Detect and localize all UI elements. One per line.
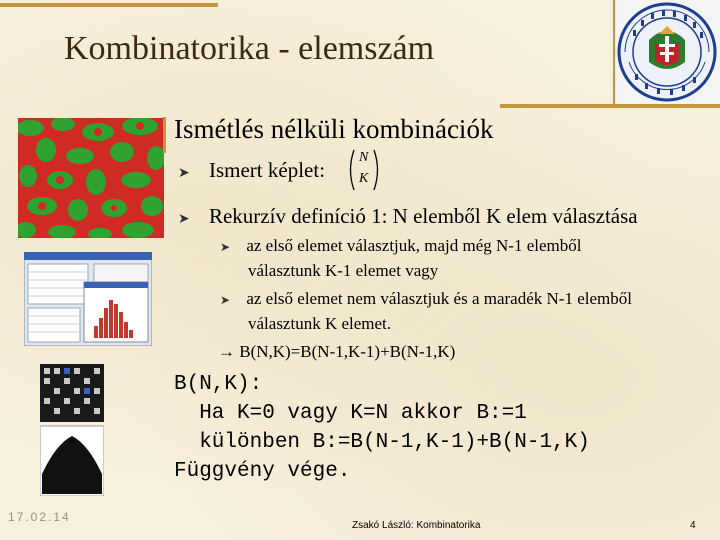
subtitle-accent-rule — [163, 117, 166, 153]
code-line: Ha K=0 vagy K=N akkor B:=1 — [174, 402, 527, 425]
bullet-text: Ismert képlet: — [208, 158, 326, 182]
binomial-top: N — [359, 150, 369, 165]
crest-seal-icon — [615, 0, 720, 104]
university-crest-logo — [613, 0, 720, 104]
slide-title: Kombinatorika - elemszám — [64, 30, 435, 67]
bullet-known-formula — [178, 158, 325, 183]
sub-bullet-line: választunk K-1 elemet vagy — [248, 261, 439, 280]
bullet-recursive-definition — [178, 204, 638, 229]
sub-bullet-choose-first — [220, 234, 581, 283]
grid-and-curve-image — [40, 364, 104, 496]
binomial-bottom: K — [359, 171, 369, 186]
software-screenshot-image — [24, 252, 152, 346]
code-line: különben B:=B(N-1,K-1)+B(N-1,K) — [174, 431, 590, 454]
code-line: B(N,K): — [174, 373, 263, 396]
sub-bullet-line: választunk K elemet. — [248, 314, 392, 333]
red-green-pattern-image — [18, 118, 164, 238]
recurrence-formula: → B(N,K)=B(N-1,K-1)+B(N-1,K) — [218, 342, 456, 361]
slide-subtitle: Ismétlés nélküli kombinációk — [174, 114, 494, 144]
arrowhead-bullet-icon: ➤ — [220, 240, 231, 254]
page-number: 4 — [690, 520, 696, 531]
code-line: Függvény vége. — [174, 460, 351, 483]
sub-bullet-skip-first — [220, 287, 632, 336]
bullet-text: Rekurzív definíció 1: N elemből K elem választása — [208, 204, 638, 228]
arrowhead-bullet-icon: ➤ — [178, 166, 190, 181]
sub-bullet-line: az első elemet választjuk, majd még N-1 elemből — [246, 236, 582, 255]
arrowhead-bullet-icon: ➤ — [178, 212, 190, 227]
footer-date: 17.02.14 — [8, 510, 71, 524]
side-accent-rule — [500, 104, 720, 108]
pseudocode-block — [174, 370, 590, 486]
arrowhead-bullet-icon: ➤ — [220, 293, 231, 307]
top-accent-rule — [0, 3, 218, 7]
footer-author: Zsakó László: Kombinatorika — [352, 520, 481, 531]
sub-bullet-line: az első elemet nem választjuk és a maradék N-1 elemből — [246, 289, 632, 308]
